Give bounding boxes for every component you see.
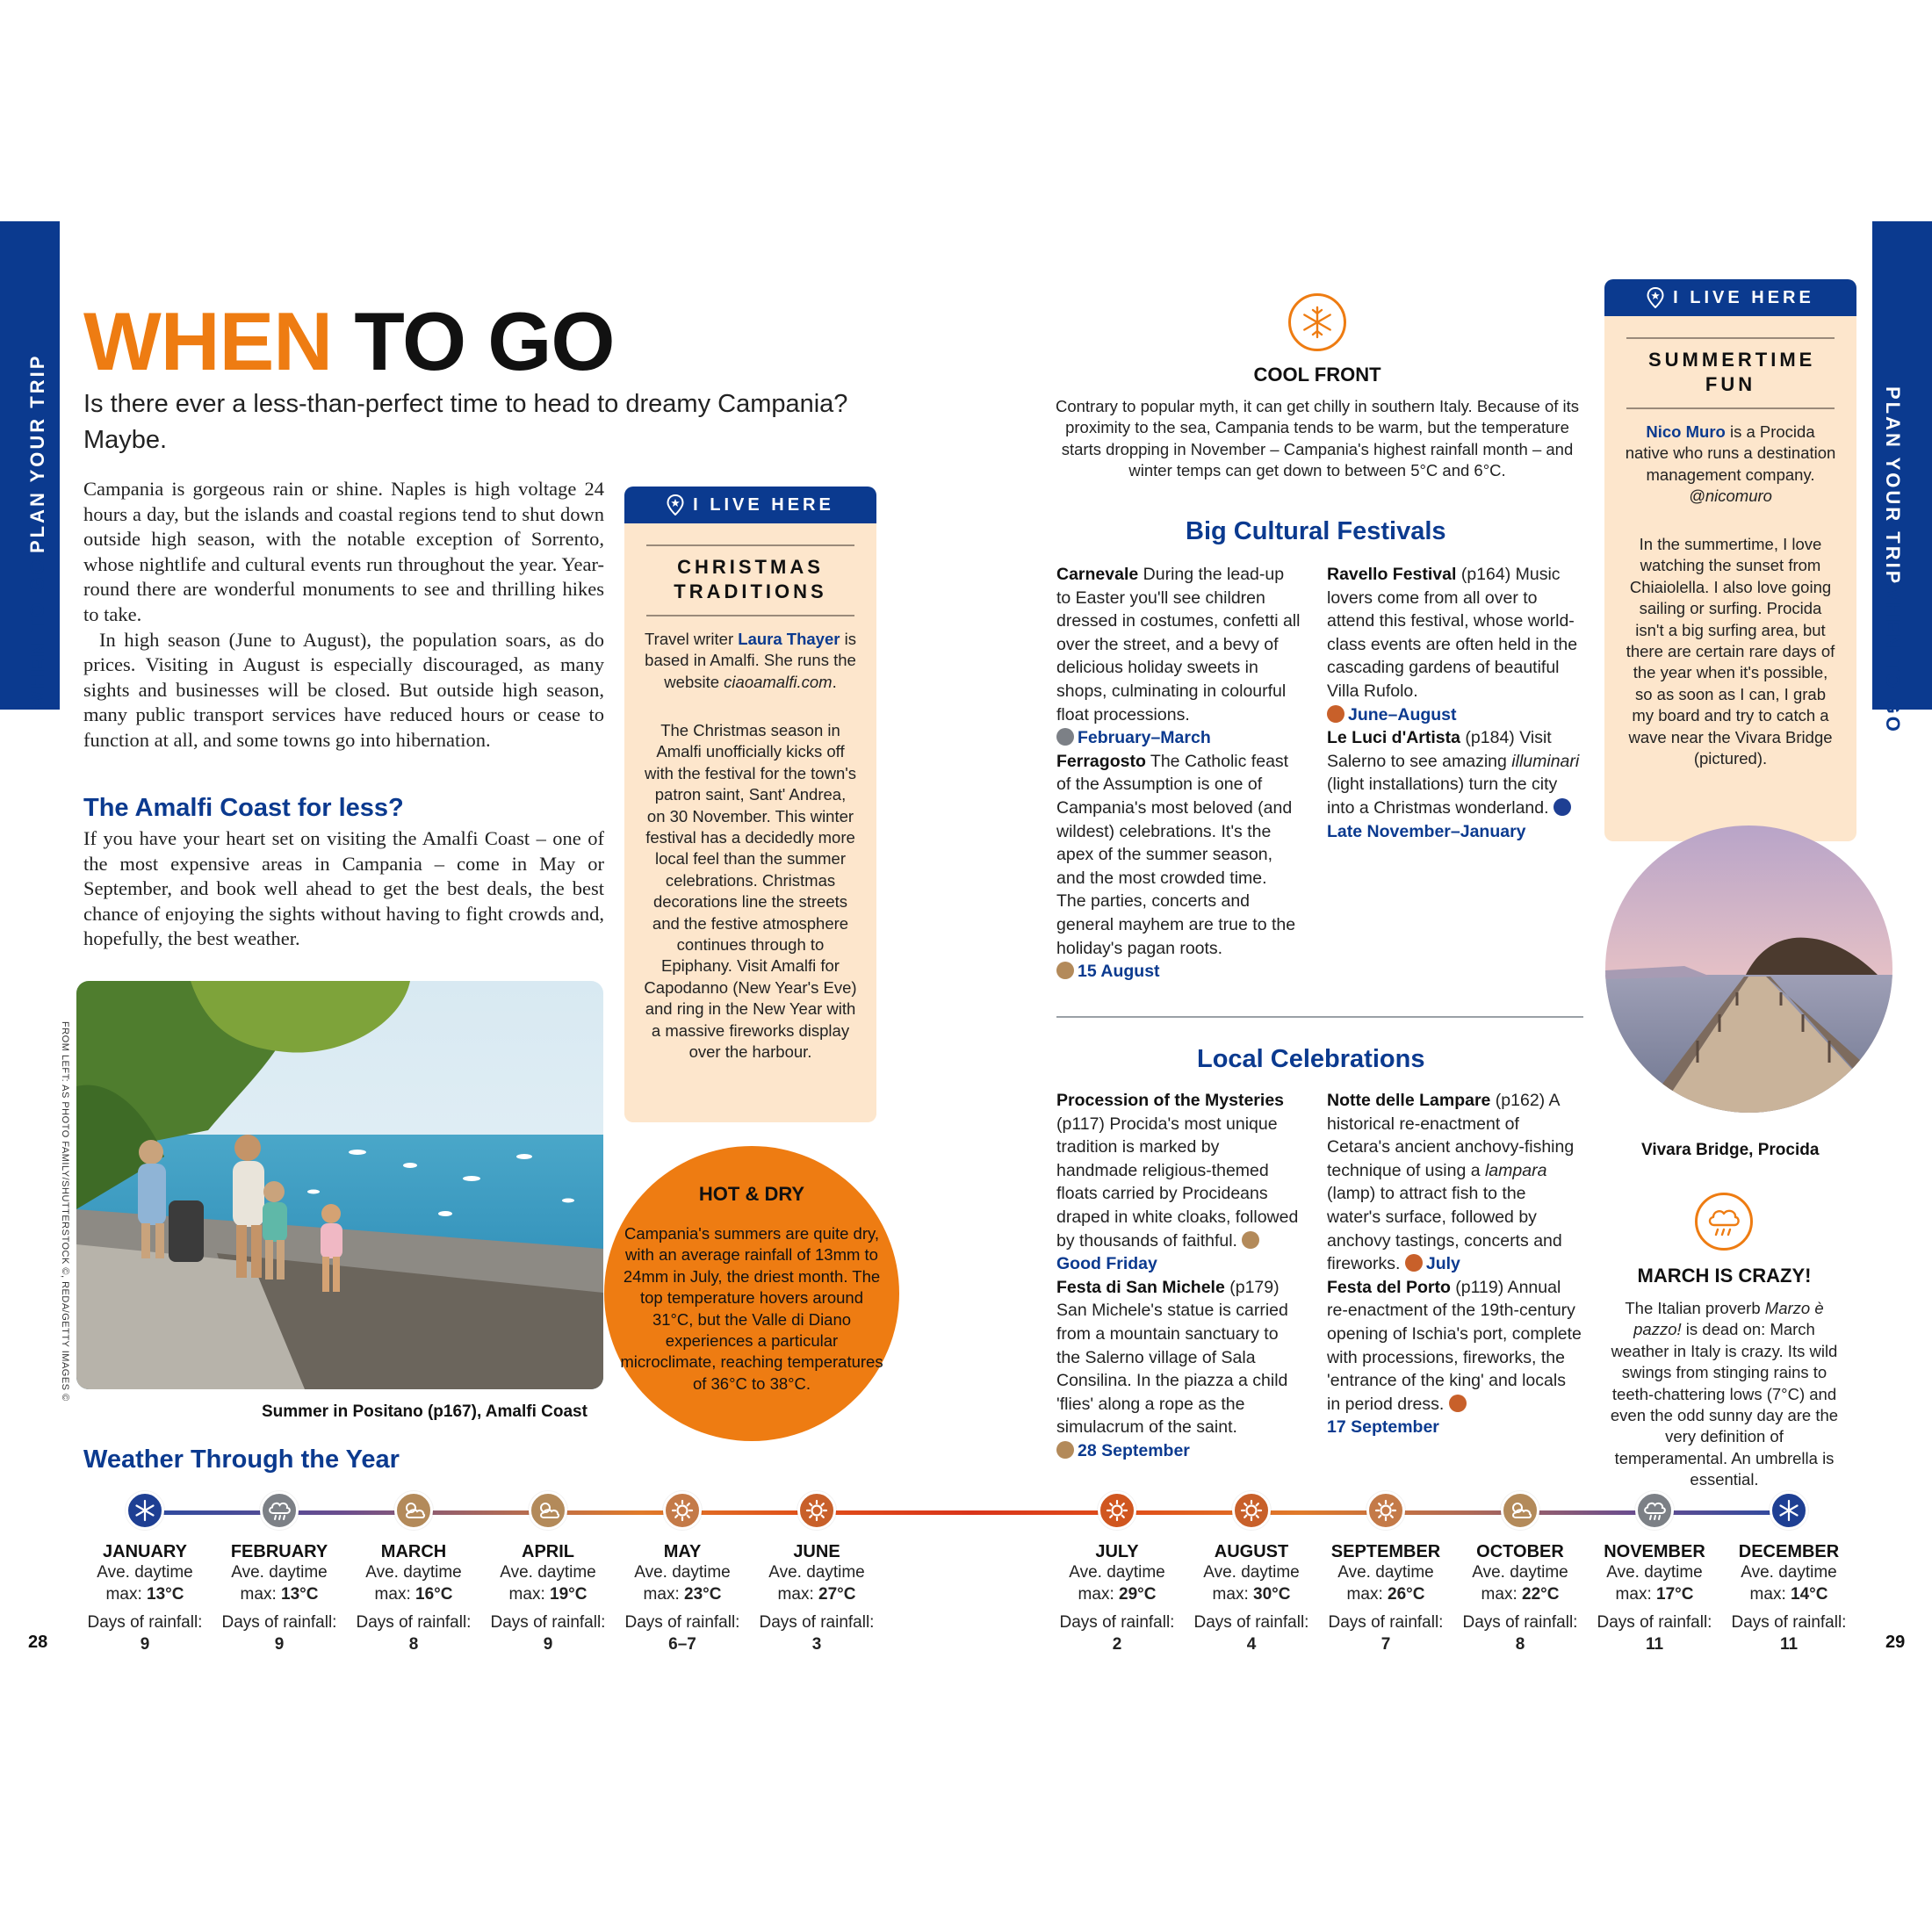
right-tab-section-label: PLAN YOUR TRIP — [1882, 386, 1904, 587]
main-body-text — [83, 477, 604, 753]
rain-label: Days of rainfall: — [87, 1613, 203, 1632]
body-paragraph-2: In high season (June to August), the population soars, as do prices. Visiting in August is especially discouraged, as many sights and businesses will be closed. But outside high season, many public transport services have reduced hours or cease to function at all, and some towns go into hibernation. — [83, 628, 604, 751]
event-date: February–March — [1078, 728, 1211, 748]
location-pin-icon — [667, 494, 684, 515]
rain-value: 4 — [1246, 1634, 1257, 1654]
temp-label: Ave. daytime — [1472, 1563, 1568, 1582]
title-word-to-go: TO GO — [354, 295, 615, 387]
event-name: Notte delle Lampare — [1327, 1091, 1491, 1110]
sun-icon — [1232, 1491, 1271, 1530]
event-italic: lampara — [1484, 1160, 1547, 1180]
event-date: 28 September — [1078, 1440, 1190, 1460]
hot-dry-box — [604, 1146, 899, 1441]
page-number-left: 28 — [28, 1633, 48, 1652]
snowflake-icon — [126, 1491, 164, 1530]
event-text: Annual re-enactment of the 19th-century opening of Ischia's port, complete with processions, fireworks, the 'entrance of the king' and locals in period dress. — [1327, 1277, 1582, 1414]
temp-label: Ave. daytime — [1741, 1563, 1837, 1582]
sun-icon — [1405, 1254, 1423, 1272]
month-may — [616, 1491, 748, 1655]
snowflake-icon — [1554, 798, 1571, 816]
rain-value: 2 — [1112, 1634, 1122, 1654]
month-december — [1723, 1491, 1855, 1655]
temp-value: max: 29°C — [1078, 1584, 1157, 1604]
christmas-box-intro — [644, 629, 857, 693]
left-tab-chapter-label: WHEN TO GO — [26, 557, 48, 710]
sun-icon — [1056, 1441, 1074, 1459]
temp-value: max: 30°C — [1212, 1584, 1291, 1604]
amalfi-less-text: If you have your heart set on visiting the Amalfi Coast – one of the most expensive areas in Campania – come in May or September, and book well ahead to get the best deals, the best chance of enjoying the sights without having to fight crowds and, hopefully, the best weather. — [83, 827, 604, 950]
local-col-left — [1056, 1089, 1301, 1463]
cultural-col-left — [1056, 563, 1301, 984]
temp-value: max: 16°C — [374, 1584, 453, 1604]
event-ref: (p164) — [1456, 565, 1511, 584]
temp-label: Ave. daytime — [1337, 1563, 1434, 1582]
right-tab-chapter-label: WHEN TO GO — [1882, 581, 1904, 734]
vivara-bridge-image — [1605, 825, 1892, 1113]
rain-cloud-icon — [1695, 1193, 1753, 1251]
month-june — [751, 1491, 883, 1655]
event-text: The Catholic feast of the Assumption is one of Campania's most beloved (and wildest) celebrations. It's the apex of the summer season, and the most crowded time. The parties, concerts and general mayhem are true to the holiday's pagan roots. — [1056, 751, 1296, 958]
rain-cloud-icon — [1056, 728, 1074, 746]
event-lampare — [1327, 1089, 1582, 1276]
rain-cloud-icon — [1635, 1491, 1674, 1530]
christmas-intro-end: . — [832, 672, 837, 691]
event-text: Music lovers come from all over to attend this festival, whose world-class events are often held in the cascading gardens of beautiful Villa Rufolo. — [1327, 565, 1578, 701]
event-text: A historical re-enactment of Cetara's ancient anchovy-fishing technique of using a — [1327, 1091, 1575, 1180]
christmas-box-body: The Christmas season in Amalfi unofficially kicks off with the festival for the town's patron saint, Sant' Andrea, on 30 November. This winter festival has a decidedly more local feel than the summer celebrations. Christmas decorations line the streets and the festive atmosphere continues through to Epiphany. Visit Amalfi for Capodanno (New Year's Eve) and ring in the New Year with a massive fireworks display over the harbour. — [644, 721, 857, 1062]
event-text: (lamp) to attract fish to the water's surface, followed by anchovy tastings, concerts and fireworks. — [1327, 1184, 1562, 1274]
snowflake-icon — [1288, 293, 1346, 351]
rain-value: 11 — [1779, 1634, 1799, 1654]
rain-cloud-icon — [260, 1491, 299, 1530]
rain-label: Days of rainfall: — [1731, 1613, 1847, 1632]
rain-label: Days of rainfall: — [1328, 1613, 1444, 1632]
temp-label: Ave. daytime — [231, 1563, 328, 1582]
summertime-fun-box — [1604, 279, 1856, 841]
temp-value: max: 22°C — [1481, 1584, 1560, 1604]
body-paragraph-1: Campania is gorgeous rain or shine. Naples is high voltage 24 hours a day, but the islands and coastal regions tend to shut down outside high season, with the notable exception of Sorrento, whose nightlife and cultural events run throughout the year. Year-round there are wonderful monuments to see and thrilling hikes to take. — [83, 478, 604, 625]
divider — [1626, 407, 1835, 409]
divider — [1626, 337, 1835, 339]
title-word-when: WHEN — [83, 295, 333, 387]
event-date: June–August — [1348, 704, 1457, 724]
rain-value: 9 — [140, 1634, 150, 1654]
march-text — [1607, 1298, 1842, 1491]
temp-value: max: 23°C — [643, 1584, 722, 1604]
temp-label: Ave. daytime — [1606, 1563, 1703, 1582]
rain-value: 11 — [1645, 1634, 1664, 1654]
page-title — [83, 295, 615, 387]
positano-photo — [76, 981, 603, 1389]
temp-value: max: 13°C — [240, 1584, 319, 1604]
sun-cloud-icon — [529, 1491, 567, 1530]
christmas-intro-post: is based in Amalfi. She runs the website — [645, 630, 856, 691]
event-text: Visit Salerno to see amazing — [1327, 728, 1552, 771]
sun-cloud-icon — [394, 1491, 433, 1530]
summertime-box-header-label: I LIVE HERE — [1673, 287, 1814, 307]
temp-label: Ave. daytime — [365, 1563, 462, 1582]
author-name: Laura Thayer — [738, 630, 840, 648]
sun-icon — [663, 1491, 702, 1530]
event-carnevale — [1056, 563, 1301, 750]
month-name: SEPTEMBER — [1330, 1542, 1441, 1561]
event-name: Ravello Festival — [1327, 565, 1457, 584]
rain-value: 8 — [408, 1634, 419, 1654]
event-ref: (p119) — [1450, 1277, 1504, 1297]
event-date: Good Friday — [1056, 1254, 1157, 1274]
rain-value: 8 — [1515, 1634, 1525, 1654]
month-name: JULY — [1095, 1542, 1139, 1561]
hot-dry-title: HOT & DRY — [698, 1183, 805, 1205]
rain-label: Days of rainfall: — [221, 1613, 337, 1632]
month-name: NOVEMBER — [1604, 1542, 1705, 1561]
event-name: Ferragosto — [1056, 751, 1146, 771]
rain-label: Days of rainfall: — [1059, 1613, 1175, 1632]
positano-photo-image — [76, 981, 603, 1389]
hot-dry-text: Campania's summers are quite dry, with an average rainfall of 13mm to 24mm in July, the driest month. The top temperature hovers around 31°C, but the Valle di Diano experiences a particular microclimate, reaching temperatures of 36°C to 38°C. — [620, 1224, 883, 1393]
march-text-b: is dead on: March weather in Italy is crazy. Its wild swings from stinging rains to teeth-chattering lows (7°C) and even the odd sunny day are the very definition of temperamental. An umbrella is essential. — [1610, 1320, 1839, 1489]
event-text: San Michele's statue is carried from a mountain sanctuary to the Salerno village of Sala Consilina. In the piazza a child 'flies' along a rope as the simulacrum of the saint. — [1056, 1301, 1288, 1438]
positano-photo-caption: Summer in Positano (p167), Amalfi Coast — [262, 1402, 588, 1421]
rain-label: Days of rainfall: — [1597, 1613, 1712, 1632]
march-text-a: The Italian proverb — [1625, 1299, 1765, 1317]
christmas-intro-pre: Travel writer — [645, 630, 739, 648]
month-november — [1589, 1491, 1720, 1655]
march-title: MARCH IS CRAZY! — [1637, 1265, 1812, 1287]
event-name: Le Luci d'Artista — [1327, 728, 1460, 748]
rain-cloud-glyph — [1705, 1204, 1742, 1239]
sun-cloud-icon — [1242, 1231, 1259, 1249]
divider — [646, 615, 854, 616]
intro-text: Is there ever a less-than-perfect time to head to dreamy Campania? Maybe. — [83, 390, 848, 454]
cultural-festivals-heading: Big Cultural Festivals — [1186, 517, 1446, 545]
event-ref: (p117) — [1056, 1114, 1105, 1134]
event-ravello — [1327, 563, 1582, 726]
event-date: 15 August — [1078, 962, 1160, 982]
sun-icon — [1056, 962, 1074, 979]
event-porto — [1327, 1276, 1582, 1439]
temp-value: max: 14°C — [1749, 1584, 1828, 1604]
sun-icon — [1098, 1491, 1136, 1530]
sun-cloud-icon — [1501, 1491, 1539, 1530]
month-february — [213, 1491, 345, 1655]
event-ferragosto — [1056, 750, 1301, 984]
month-august — [1186, 1491, 1317, 1655]
rain-label: Days of rainfall: — [1193, 1613, 1309, 1632]
event-name: Festa di San Michele — [1056, 1277, 1225, 1297]
event-text: During the lead-up to Easter you'll see children dressed in costumes, confetti all over the street, and a bevy of delicious holiday sweets in shops, culminating in colourful float processions. — [1056, 565, 1301, 724]
cool-front-title: COOL FRONT — [1253, 364, 1381, 386]
section-divider — [1056, 1016, 1583, 1018]
temp-value: max: 19°C — [508, 1584, 588, 1604]
event-luci — [1327, 726, 1582, 843]
rain-label: Days of rainfall: — [759, 1613, 875, 1632]
month-january — [79, 1491, 211, 1655]
summertime-box-title: SUMMERTIME FUN — [1648, 349, 1816, 395]
local-name: Nico Muro — [1646, 422, 1726, 441]
page-number-right: 29 — [1885, 1633, 1906, 1652]
event-text: Procida's most unique tradition is marked by handmade religious-themed floats carried by Procideans draped in white cloaks, followed by thousands of faithful. — [1056, 1114, 1299, 1251]
event-date: Late November–January — [1327, 821, 1526, 841]
temp-value: max: 17°C — [1615, 1584, 1694, 1604]
christmas-box-header-label: I LIVE HERE — [693, 494, 834, 515]
event-date: 17 September — [1327, 1417, 1439, 1438]
rain-value: 3 — [811, 1634, 822, 1654]
summertime-intro-post: is a Procida native who runs a destination management company. — [1625, 422, 1836, 484]
sun-icon — [1449, 1395, 1467, 1412]
event-san-michele — [1056, 1276, 1301, 1463]
sun-icon — [1327, 705, 1344, 723]
temp-label: Ave. daytime — [1069, 1563, 1165, 1582]
photo-credit: FROM LEFT: AS PHOTO FAMILY/SHUTTERSTOCK ©, REDA/GETTY IMAGES © — [60, 1021, 70, 1402]
month-name: FEBRUARY — [230, 1542, 328, 1561]
cool-front-text: Contrary to popular myth, it can get chilly in southern Italy. Because of its proximity to the sea, Campania tends to be warm, but the temperature starts dropping in November – Campania's highest rainfall month – and winter temps can get down to between 5°C and 6°C. — [1055, 397, 1580, 480]
christmas-box-header — [624, 487, 876, 523]
rain-label: Days of rainfall: — [490, 1613, 606, 1632]
temp-label: Ave. daytime — [97, 1563, 193, 1582]
local-celebrations-heading: Local Celebrations — [1197, 1045, 1425, 1073]
month-march — [348, 1491, 479, 1655]
event-name: Carnevale — [1056, 565, 1139, 584]
event-italic: illuminari — [1511, 751, 1580, 771]
month-name: MAY — [663, 1542, 702, 1561]
amalfi-less-heading: The Amalfi Coast for less? — [83, 794, 404, 822]
christmas-box-title: CHRISTMAS TRADITIONS — [674, 556, 827, 602]
temp-label: Ave. daytime — [634, 1563, 731, 1582]
month-april — [482, 1491, 614, 1655]
sun-icon — [797, 1491, 836, 1530]
month-name: JUNE — [793, 1542, 840, 1561]
rain-label: Days of rainfall: — [1462, 1613, 1578, 1632]
event-text: (light installations) turn the city into a Christmas wonderland. — [1327, 775, 1558, 818]
event-ref: (p162) — [1490, 1091, 1546, 1110]
local-col-right — [1327, 1089, 1582, 1439]
month-october — [1454, 1491, 1586, 1655]
temp-value: max: 26°C — [1346, 1584, 1425, 1604]
left-tab-section-label: PLAN YOUR TRIP — [26, 353, 48, 553]
summertime-box-header — [1604, 279, 1856, 316]
rain-label: Days of rainfall: — [624, 1613, 740, 1632]
temp-value: max: 27°C — [777, 1584, 856, 1604]
march-proverb: Marzo è pazzo! — [1633, 1299, 1824, 1339]
weather-heading: Weather Through the Year — [83, 1445, 400, 1474]
christmas-traditions-box — [624, 487, 876, 1122]
event-name: Procession of the Mysteries — [1056, 1091, 1285, 1110]
month-name: OCTOBER — [1476, 1542, 1564, 1561]
vivara-bridge-caption: Vivara Bridge, Procida — [1641, 1141, 1820, 1159]
month-name: MARCH — [380, 1542, 447, 1561]
month-name: AUGUST — [1214, 1542, 1289, 1561]
divider — [646, 544, 854, 546]
location-pin-icon — [1647, 287, 1664, 308]
cultural-col-right — [1327, 563, 1582, 843]
vivara-bridge-photo — [1605, 825, 1892, 1113]
summertime-box-intro — [1624, 422, 1837, 508]
month-name: APRIL — [522, 1542, 574, 1561]
summertime-box-body: In the summertime, I love watching the sunset from Chiaiolella. I also love going sailing or surfing. Procida isn't a big surfing area, but there are certain rare days of the year when it's possible, so as soon as I can, I grab my board and try to catch a wave near the Vivara Bridge (pictured). — [1626, 535, 1835, 768]
temp-label: Ave. daytime — [500, 1563, 596, 1582]
rain-value: 6–7 — [668, 1634, 696, 1654]
month-name: JANUARY — [103, 1542, 187, 1561]
rain-value: 9 — [274, 1634, 285, 1654]
website-name: ciaoamalfi.com — [724, 672, 833, 691]
snowflake-icon — [1770, 1491, 1808, 1530]
snowflake-glyph — [1300, 305, 1335, 340]
month-september — [1320, 1491, 1452, 1655]
rain-label: Days of rainfall: — [356, 1613, 472, 1632]
event-date: July — [1425, 1254, 1460, 1274]
temp-label: Ave. daytime — [768, 1563, 865, 1582]
rain-value: 7 — [1381, 1634, 1391, 1654]
temp-label: Ave. daytime — [1203, 1563, 1300, 1582]
event-name: Festa del Porto — [1327, 1277, 1451, 1297]
rain-value: 9 — [543, 1634, 553, 1654]
social-handle: @nicomuro — [1689, 487, 1772, 506]
event-mysteries — [1056, 1089, 1301, 1276]
event-ref: (p184) — [1460, 728, 1515, 748]
month-july — [1051, 1491, 1183, 1655]
temp-value: max: 13°C — [105, 1584, 184, 1604]
event-ref: (p179) — [1224, 1277, 1280, 1297]
sun-icon — [1366, 1491, 1405, 1530]
month-name: DECEMBER — [1738, 1542, 1840, 1561]
